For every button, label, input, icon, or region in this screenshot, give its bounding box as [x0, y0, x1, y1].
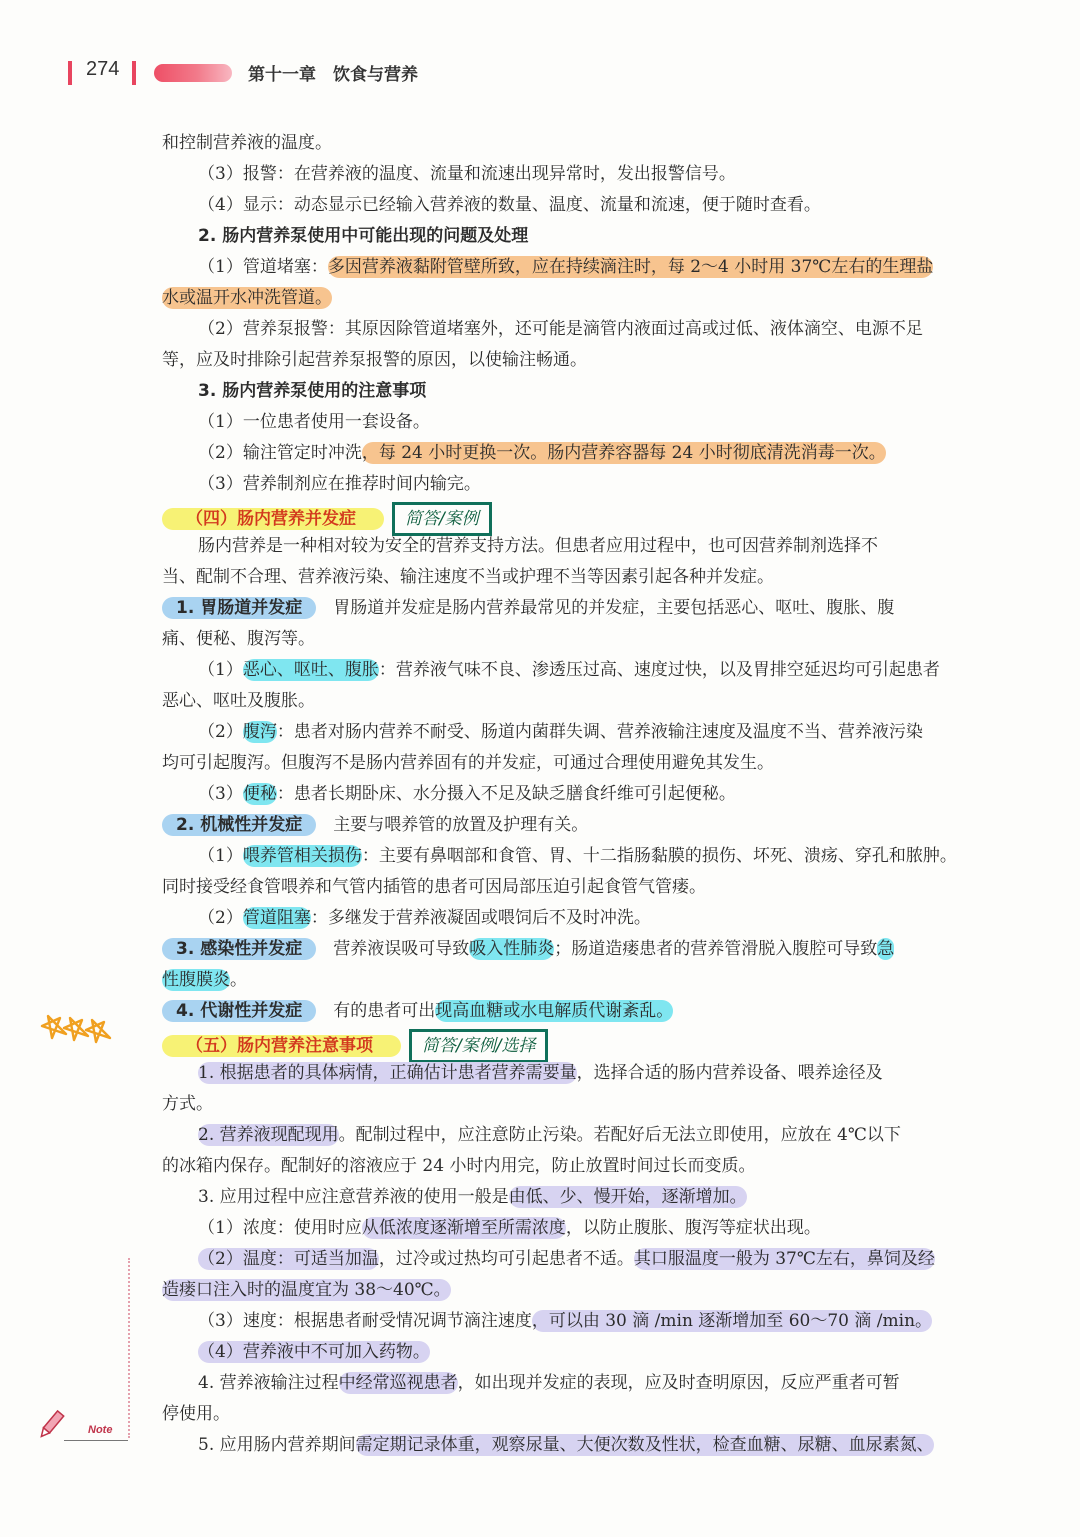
header-bar-right	[132, 61, 136, 85]
text-segment: （1）	[198, 846, 243, 866]
highlighted-text: 急	[877, 939, 895, 959]
text-line	[158, 564, 988, 595]
text-segment: （2）	[198, 722, 243, 742]
text-segment: 方式。	[162, 1094, 213, 1114]
hand-drawn-stars-icon	[38, 1008, 118, 1052]
highlighted-text: 吸入性肺炎	[469, 939, 555, 959]
text-segment: 。	[230, 970, 247, 990]
text-segment: ：患者长期卧床、水分摄入不足及缺乏膳食纤维可引起便秘。	[276, 784, 736, 804]
text-segment: （4）显示：动态显示已经输入营养液的数量、温度、流量和流速，便于随时查看。	[198, 195, 821, 215]
text-segment: （1）管道堵塞：	[198, 257, 328, 277]
text-segment: 恶心、呕吐及腹胀。	[162, 691, 315, 711]
highlighted-text: 2. 机械性并发症	[162, 814, 316, 836]
highlighted-text: ，可以由 30 滴 /min 逐渐增加至 60～70 滴 /min。	[531, 1311, 933, 1331]
text-segment: （3）	[198, 784, 243, 804]
text-line	[158, 161, 988, 192]
text-segment: 同时接受经食管喂养和气管内插管的患者可因局部压迫引起食管气管瘘。	[162, 877, 706, 897]
text-segment: 。配制过程中，应注意防止污染。若配好后无法立即使用，应放在 4℃以下	[338, 1125, 901, 1145]
text-segment: 3. 应用过程中应注意营养液的使用一般是	[198, 1187, 509, 1207]
highlighted-text: 中经常巡视患者	[338, 1373, 458, 1393]
note-margin	[34, 1408, 134, 1448]
text-line	[158, 533, 988, 564]
text-line	[158, 130, 988, 161]
text-segment: 主要与喂养管的放置及护理有关。	[316, 815, 589, 835]
text-segment: 5. 应用肠内营养期间	[198, 1435, 356, 1455]
text-line	[158, 812, 988, 843]
text-segment: ，选择合适的肠内营养设备、喂养途径及	[576, 1063, 883, 1083]
text-line	[158, 471, 988, 502]
text-segment: ，过冷或过热均可引起患者不适。	[378, 1249, 634, 1269]
text-segment: （2）营养泵报警：其原因除管道堵塞外，还可能是滴管内液面过高或过低、液体滴空、电源不足	[198, 319, 923, 339]
highlighted-text: 1. 根据患者的具体病情，正确估计患者营养需要量	[198, 1063, 577, 1083]
highlighted-text: 喂养管相关损伤	[242, 846, 362, 866]
header-decoration	[154, 64, 232, 82]
note-underline	[64, 1440, 128, 1441]
text-line	[158, 347, 988, 378]
text-segment: 当、配制不合理、营养液污染、输注速度不当或护理不当等因素引起各种并发症。	[162, 567, 774, 587]
highlighted-text: （五）肠内营养注意事项	[162, 1035, 401, 1057]
text-line	[158, 781, 988, 812]
handwritten-annotation: 简答/案例	[392, 502, 492, 536]
highlighted-text: 造瘘口注入时的温度宜为 38～40℃。	[162, 1280, 451, 1300]
text-line	[158, 1401, 988, 1432]
text-segment: 营养液误吸可导致	[316, 939, 470, 959]
text-line	[158, 1060, 988, 1091]
text-line	[158, 1339, 988, 1370]
text-segment: 的冰箱内保存。配制好的溶液应于 24 小时内用完，防止放置时间过长而变质。	[162, 1156, 756, 1176]
page-header	[68, 58, 968, 92]
text-line	[158, 1308, 988, 1339]
text-line	[158, 254, 988, 285]
highlighted-text: ，每 24 小时更换一次。肠内营养容器每 24 小时彻底清洗消毒一次。	[361, 443, 886, 463]
highlighted-text: 2. 营养液现配现用	[198, 1125, 339, 1145]
text-segment: 和控制营养液的温度。	[162, 133, 332, 153]
text-line	[158, 1122, 988, 1153]
text-line	[158, 409, 988, 440]
highlighted-text: 腹泻	[242, 722, 277, 742]
highlighted-text: 便秘	[242, 784, 277, 804]
text-line	[158, 595, 988, 626]
text-segment: （1）浓度：使用时应	[198, 1218, 362, 1238]
text-line	[158, 1246, 988, 1277]
text-line	[158, 967, 988, 998]
text-segment: ：多继发于营养液凝固或喂饲后不及时冲洗。	[310, 908, 651, 928]
text-segment: 等，应及时排除引起营养泵报警的原因，以使输注畅通。	[162, 350, 587, 370]
highlighted-text: 1. 胃肠道并发症	[162, 597, 316, 619]
handwritten-annotation: 简答/案例/选择	[409, 1029, 548, 1063]
highlighted-text: 多因营养液黏附管壁所致，应在持续滴注时，每 2～4 小时用 37℃左右的生理盐	[327, 257, 934, 277]
highlighted-text: 3. 感染性并发症	[162, 938, 316, 960]
section-heading	[158, 223, 988, 254]
text-segment: （2）	[198, 908, 243, 928]
text-segment: ：主要有鼻咽部和食管、胃、十二指肠黏膜的损伤、坏死、溃疡、穿孔和脓肿。	[361, 846, 957, 866]
page-number: 274	[86, 58, 120, 80]
highlighted-text: 水或温开水冲洗管道。	[162, 288, 332, 308]
text-line	[158, 192, 988, 223]
highlighted-text: 管道阻塞	[242, 908, 311, 928]
text-segment: 有的患者可出	[316, 1001, 436, 1021]
highlighted-text: 现高血糖或水电解质代谢紊乱。	[435, 1001, 674, 1021]
text-segment: 4. 营养液输注过程	[198, 1373, 339, 1393]
highlighted-text: 4. 代谢性并发症	[162, 1000, 316, 1022]
highlighted-text: （2）温度：可适当加温	[198, 1249, 379, 1269]
highlighted-text: 由低、少、慢开始，逐渐增加。	[508, 1187, 747, 1207]
text-line	[158, 688, 988, 719]
text-segment: 均可引起腹泻。但腹泻不是肠内营养固有的并发症，可通过合理使用避免其发生。	[162, 753, 774, 773]
text-line	[158, 1370, 988, 1401]
highlighted-text: 需定期记录体重，观察尿量、大便次数及性状，检查血糖、尿糖、血尿素氮、	[355, 1435, 934, 1455]
text-line	[158, 626, 988, 657]
text-segment: （3）营养制剂应在推荐时间内输完。	[198, 474, 481, 494]
text-line	[158, 285, 988, 316]
text-line	[158, 1432, 988, 1463]
chapter-title: 第十一章 饮食与营养	[248, 65, 418, 85]
text-line	[158, 750, 988, 781]
text-line	[158, 1184, 988, 1215]
section-heading	[158, 378, 988, 409]
pencil-icon	[34, 1408, 68, 1442]
text-line	[158, 905, 988, 936]
text-segment: （1）	[198, 660, 243, 680]
text-line	[158, 1215, 988, 1246]
text-segment: ，以防止腹胀、腹泻等症状出现。	[565, 1218, 821, 1238]
text-line	[158, 843, 988, 874]
text-segment: 2. 肠内营养泵使用中可能出现的问题及处理	[198, 226, 529, 246]
text-line	[158, 874, 988, 905]
text-segment: ；肠道造瘘患者的营养管滑脱入腹腔可导致	[554, 939, 878, 959]
text-line	[158, 936, 988, 967]
text-segment: 胃肠道并发症是肠内营养最常见的并发症，主要包括恶心、呕吐、腹胀、腹	[316, 598, 895, 618]
text-line	[158, 719, 988, 750]
text-line	[158, 1277, 988, 1308]
text-segment: （3）速度：根据患者耐受情况调节滴注速度	[198, 1311, 532, 1331]
text-line	[158, 1029, 988, 1060]
header-bar-left	[68, 61, 72, 85]
highlighted-text: （4）营养液中不可加入药物。	[198, 1342, 430, 1362]
highlighted-text: 性腹膜炎	[162, 970, 230, 990]
text-segment: 痛、便秘、腹泻等。	[162, 629, 315, 649]
highlighted-text: （四）肠内营养并发症	[162, 508, 384, 530]
highlighted-text: 从低浓度逐渐增至所需浓度	[361, 1218, 566, 1238]
text-segment: ：患者对肠内营养不耐受、肠道内菌群失调、营养液输注速度及温度不当、营养液污染	[276, 722, 923, 742]
text-segment: （3）报警：在营养液的温度、流量和流速出现异常时，发出报警信号。	[198, 164, 736, 184]
text-line	[158, 1091, 988, 1122]
text-line	[158, 440, 988, 471]
note-label: Note	[88, 1424, 113, 1436]
highlighted-text: 其口服温度一般为 37℃左右，鼻饲及经	[633, 1249, 935, 1269]
text-segment: 停使用。	[162, 1404, 230, 1424]
text-line	[158, 657, 988, 688]
text-segment: ，如出现并发症的表现，应及时查明原因，反应严重者可暂	[457, 1373, 900, 1393]
text-segment: 3. 肠内营养泵使用的注意事项	[198, 381, 427, 401]
highlighted-text: 恶心、呕吐、腹胀	[242, 660, 379, 680]
text-line	[158, 502, 988, 533]
page-body	[158, 130, 988, 1463]
text-segment: （1）一位患者使用一套设备。	[198, 412, 430, 432]
text-segment: （2）输注管定时冲洗	[198, 443, 362, 463]
text-line	[158, 1153, 988, 1184]
text-segment: ：营养液气味不良、渗透压过高、速度过快，以及胃排空延迟均可引起患者	[378, 660, 940, 680]
text-line	[158, 998, 988, 1029]
text-line	[158, 316, 988, 347]
text-segment: 肠内营养是一种相对较为安全的营养支持方法。但患者应用过程中，也可因营养制剂选择不	[198, 536, 878, 556]
